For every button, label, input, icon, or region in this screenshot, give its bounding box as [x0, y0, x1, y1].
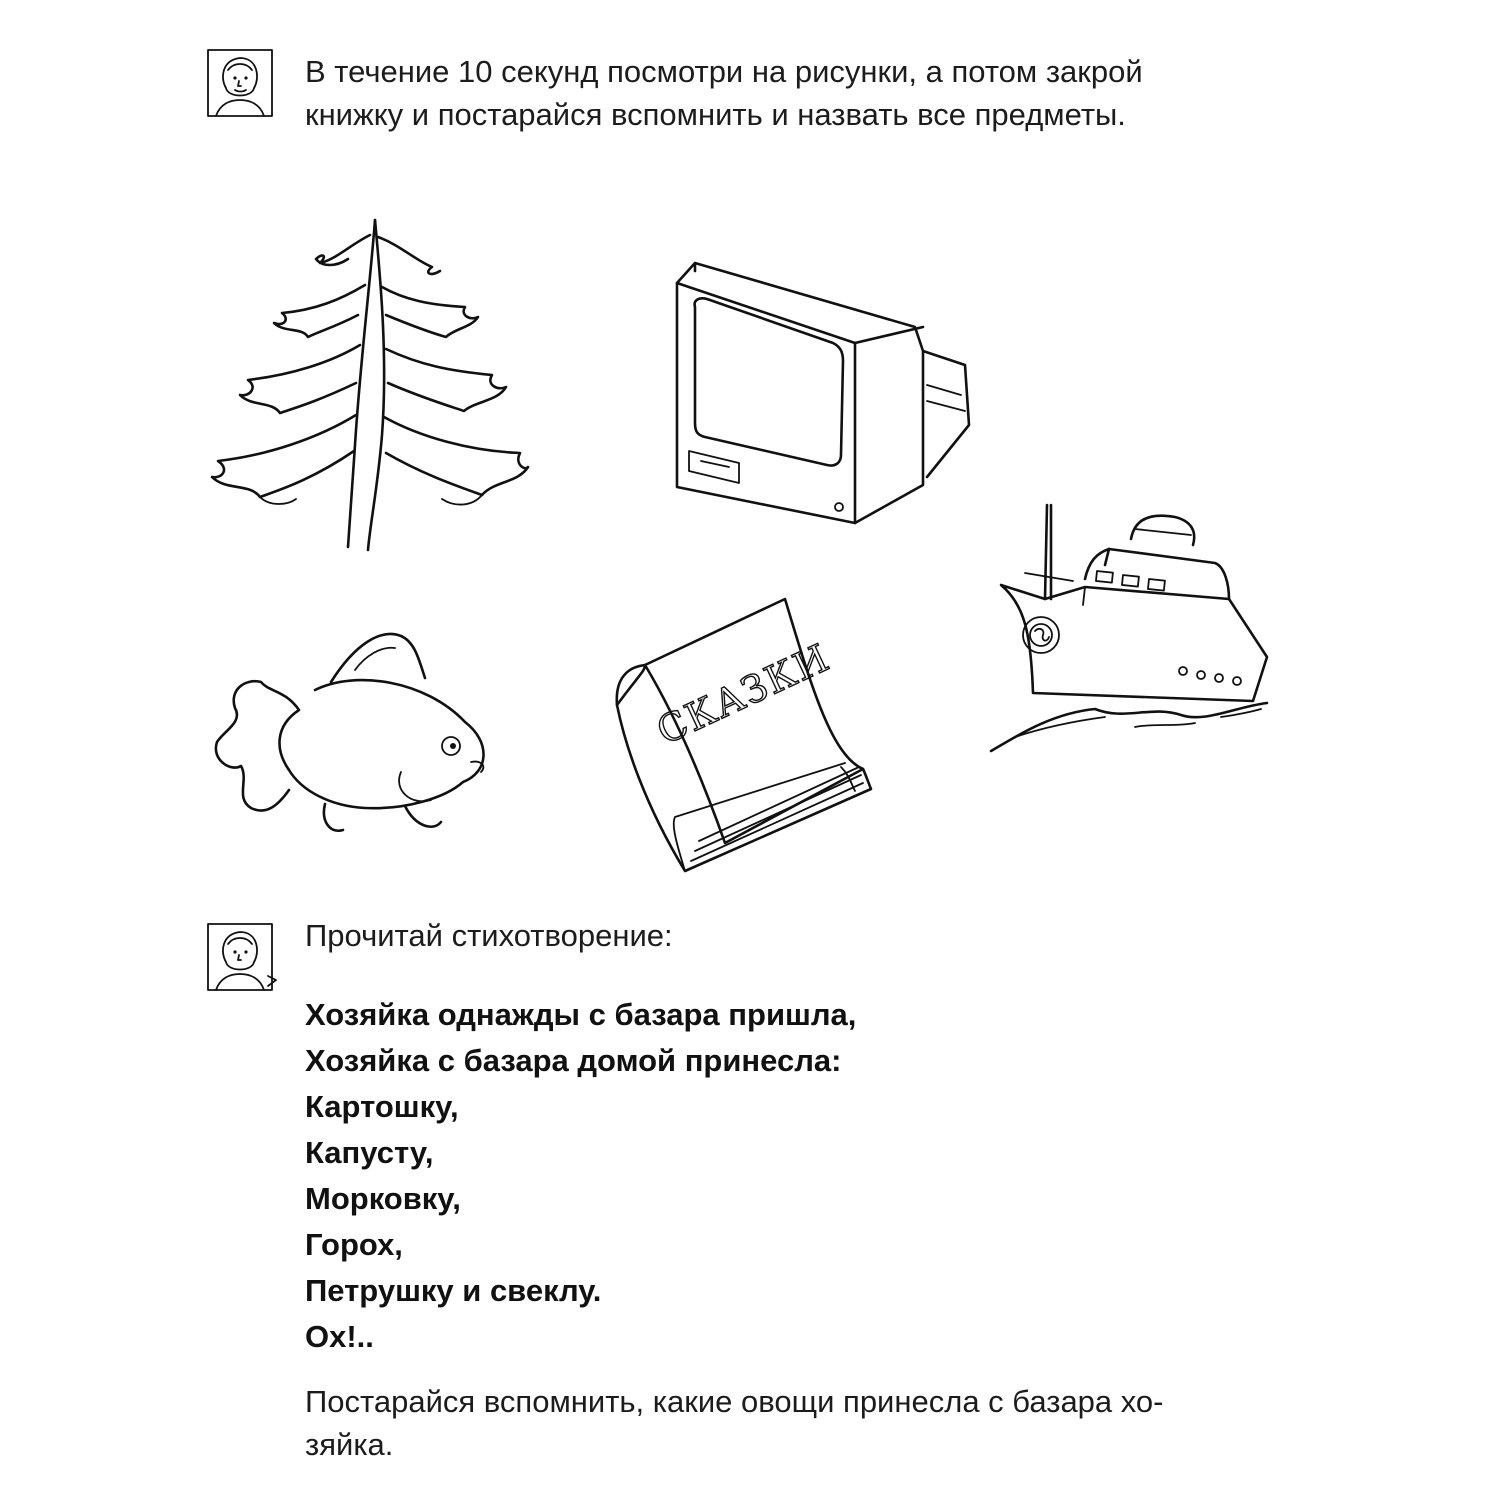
fir-tree-illustration: [210, 215, 530, 555]
task1-line1: В течение 10 секунд посмотри на рисунки, а потом закрой: [305, 54, 1143, 89]
poem-line: Хозяйка однажды с базара пришла,: [305, 997, 857, 1032]
child-face-icon: [206, 48, 274, 118]
poem-line: Капусту,: [305, 1135, 434, 1170]
task1-line2: книжку и постарайся вспомнить и назвать все предметы.: [305, 97, 1126, 132]
poem-line: Картошку,: [305, 1089, 459, 1124]
poem-line: Горох,: [305, 1227, 403, 1262]
book-cover-title: СКАЗКИ: [650, 634, 837, 754]
poem-line: Петрушку и свеклу.: [305, 1273, 602, 1308]
poem-line: Ох!..: [305, 1319, 374, 1354]
task2-question: [305, 1380, 1164, 1466]
poem-line: Хозяйка с базара домой принесла:: [305, 1043, 842, 1078]
child-face-icon-2: [206, 922, 278, 992]
task2-intro: Прочитай стихотворение:: [305, 918, 673, 953]
fairy-tale-book-illustration: [605, 595, 875, 875]
poem: [305, 992, 856, 1360]
tv-illustration: [665, 255, 975, 530]
question-line2: зяйка.: [305, 1427, 394, 1462]
task1-instruction: [305, 50, 1143, 136]
poem-line: Морковку,: [305, 1181, 461, 1216]
ship-illustration: [985, 495, 1285, 765]
fish-illustration: [205, 630, 495, 845]
question-line1: Постарайся вспомнить, какие овощи принесла с базара хо-: [305, 1384, 1164, 1419]
